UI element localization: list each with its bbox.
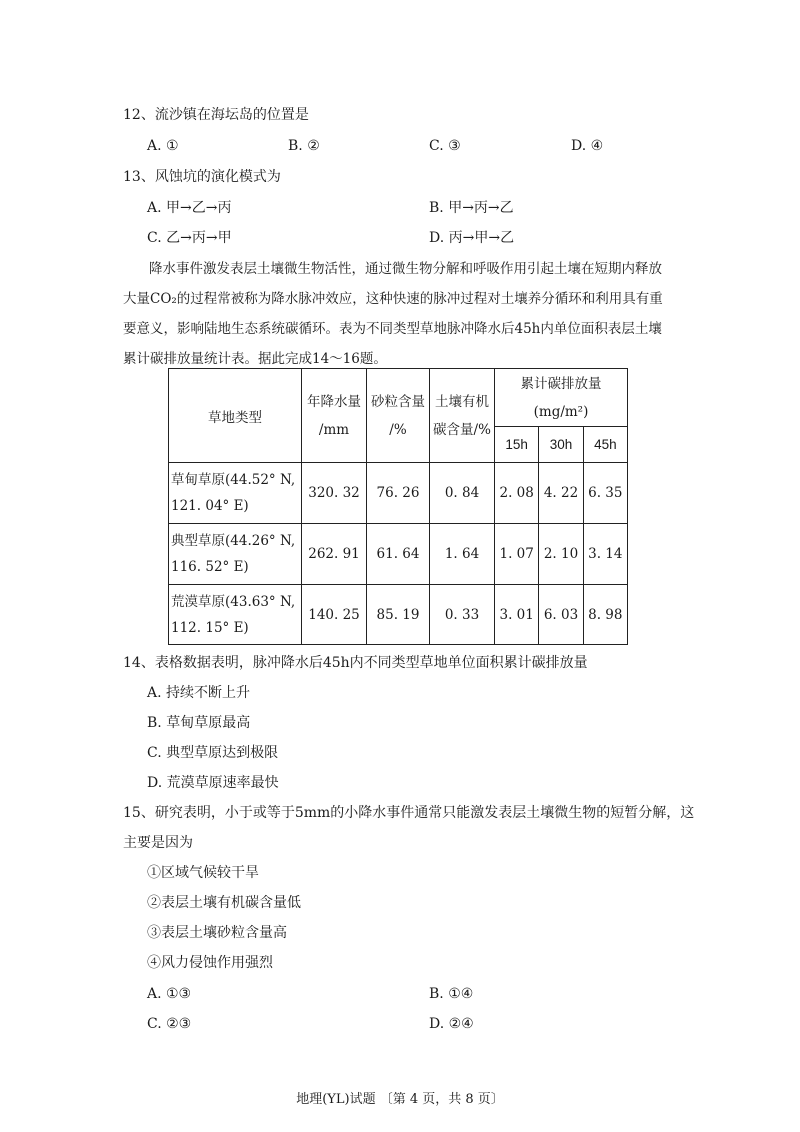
q15-stem-line1: 15、研究表明，小于或等于5mm的小降水事件通常只能激发表层土壤微生物的短暂分解，这	[123, 805, 695, 821]
header-organic-carbon-line1: 土壤有机	[435, 393, 489, 410]
carbon-emission-table	[168, 368, 628, 645]
header-sand	[367, 369, 430, 463]
row-name-line2: 112. 15° E)	[171, 619, 249, 636]
table-row	[169, 463, 628, 524]
q12-option-d: D. ④	[571, 138, 604, 154]
cell-15h: 2. 08	[495, 463, 539, 524]
table-row	[169, 585, 628, 645]
page-footer: 地理(YL)试题 〔第 4 页，共 8 页〕	[296, 1092, 504, 1107]
q14-option-d: D. 荒漠草原速率最快	[147, 775, 279, 791]
row-name-line1: 典型草原(44.26° N,	[171, 533, 296, 549]
cell-sand: 61. 64	[367, 524, 430, 585]
q14-option-b: B. 草甸草原最高	[147, 715, 251, 731]
header-grassland-type: 草地类型	[169, 369, 302, 463]
q12-option-a: A. ①	[147, 138, 179, 154]
q15-option-d: D. ②④	[429, 1016, 474, 1032]
header-precipitation-line2: /mm	[318, 421, 350, 438]
header-precipitation	[302, 369, 367, 463]
q14-stem: 14、表格数据表明，脉冲降水后45h内不同类型草地单位面积累计碳排放量	[123, 655, 588, 671]
cell-30h: 2. 10	[539, 524, 583, 585]
header-sand-line1: 砂粒含量	[371, 393, 425, 410]
cell-15h: 1. 07	[495, 524, 539, 585]
q14-option-c: C. 典型草原达到极限	[147, 745, 279, 761]
cell-sand: 76. 26	[367, 463, 430, 524]
cell-45h: 6. 35	[583, 463, 627, 524]
header-30h: 30h	[539, 427, 583, 463]
cell-30h: 6. 03	[539, 585, 583, 645]
q12-option-c: C. ③	[429, 138, 461, 154]
q15-statement-4: ④风力侵蚀作用强烈	[147, 955, 273, 971]
q13-option-a: A. 甲→乙→丙	[147, 200, 232, 216]
row-name	[169, 463, 302, 524]
q13-option-c: C. 乙→丙→甲	[147, 230, 232, 246]
cell-45h: 3. 14	[583, 524, 627, 585]
q14-option-a: A. 持续不断上升	[147, 685, 251, 701]
q13-option-b: B. 甲→丙→乙	[429, 200, 514, 216]
q15-stem-line2: 主要是因为	[123, 835, 193, 851]
cell-organic-carbon: 0. 33	[430, 585, 495, 645]
q15-statement-1: ①区域气候较干旱	[147, 865, 259, 881]
reading-passage	[123, 254, 671, 374]
q15-option-b: B. ①④	[429, 986, 474, 1002]
cell-sand: 85. 19	[367, 585, 430, 645]
header-organic-carbon	[430, 369, 495, 463]
row-name	[169, 585, 302, 645]
q15-option-a: A. ①③	[147, 986, 192, 1002]
row-name-line2: 121. 04° E)	[171, 498, 249, 514]
row-name-line1: 荒漠草原(43.63° N,	[171, 593, 296, 610]
header-15h: 15h	[495, 427, 539, 463]
q15-option-c: C. ②③	[147, 1016, 192, 1032]
header-cumulative-emission	[495, 369, 628, 427]
cell-30h: 4. 22	[539, 463, 583, 524]
q15-statement-2: ②表层土壤有机碳含量低	[147, 895, 301, 911]
cell-organic-carbon: 0. 84	[430, 463, 495, 524]
cell-45h: 8. 98	[583, 585, 627, 645]
header-sand-line2: /%	[389, 421, 407, 438]
q13-stem: 13、风蚀坑的演化模式为	[123, 169, 281, 185]
cell-organic-carbon: 1. 64	[430, 524, 495, 585]
row-name	[169, 524, 302, 585]
q15-statement-3: ③表层土壤砂粒含量高	[147, 925, 287, 941]
header-emission-line2: (mg/m²)	[533, 403, 589, 420]
q13-option-d: D. 丙→甲→乙	[429, 230, 515, 246]
passage-text: 降水事件激发表层土壤微生物活性，通过微生物分解和呼吸作用引起土壤在短期内释放大量CO₂的过程常被称为降水脉冲效应，这种快速的脉冲过程对土壤养分循环和利用具有重要意义，影响陆地生态系统碳循环。表为不同类型草地脉冲降水后45h内单位面积表层土壤累计碳排放量统计表。据此完成14～16题。	[123, 261, 663, 367]
header-45h: 45h	[583, 427, 627, 463]
q12-stem: 12、流沙镇在海坛岛的位置是	[123, 107, 309, 123]
q12-option-b: B. ②	[288, 138, 320, 154]
cell-precipitation: 140. 25	[302, 585, 367, 645]
row-name-line1: 草甸草原(44.52° N,	[171, 472, 296, 488]
header-emission-line1: 累计碳排放量	[520, 375, 602, 392]
header-organic-carbon-line2: 碳含量/%	[433, 421, 491, 438]
cell-15h: 3. 01	[495, 585, 539, 645]
cell-precipitation: 320. 32	[302, 463, 367, 524]
table-row	[169, 524, 628, 585]
row-name-line2: 116. 52° E)	[171, 559, 249, 575]
header-precipitation-line1: 年降水量	[307, 393, 361, 410]
cell-precipitation: 262. 91	[302, 524, 367, 585]
